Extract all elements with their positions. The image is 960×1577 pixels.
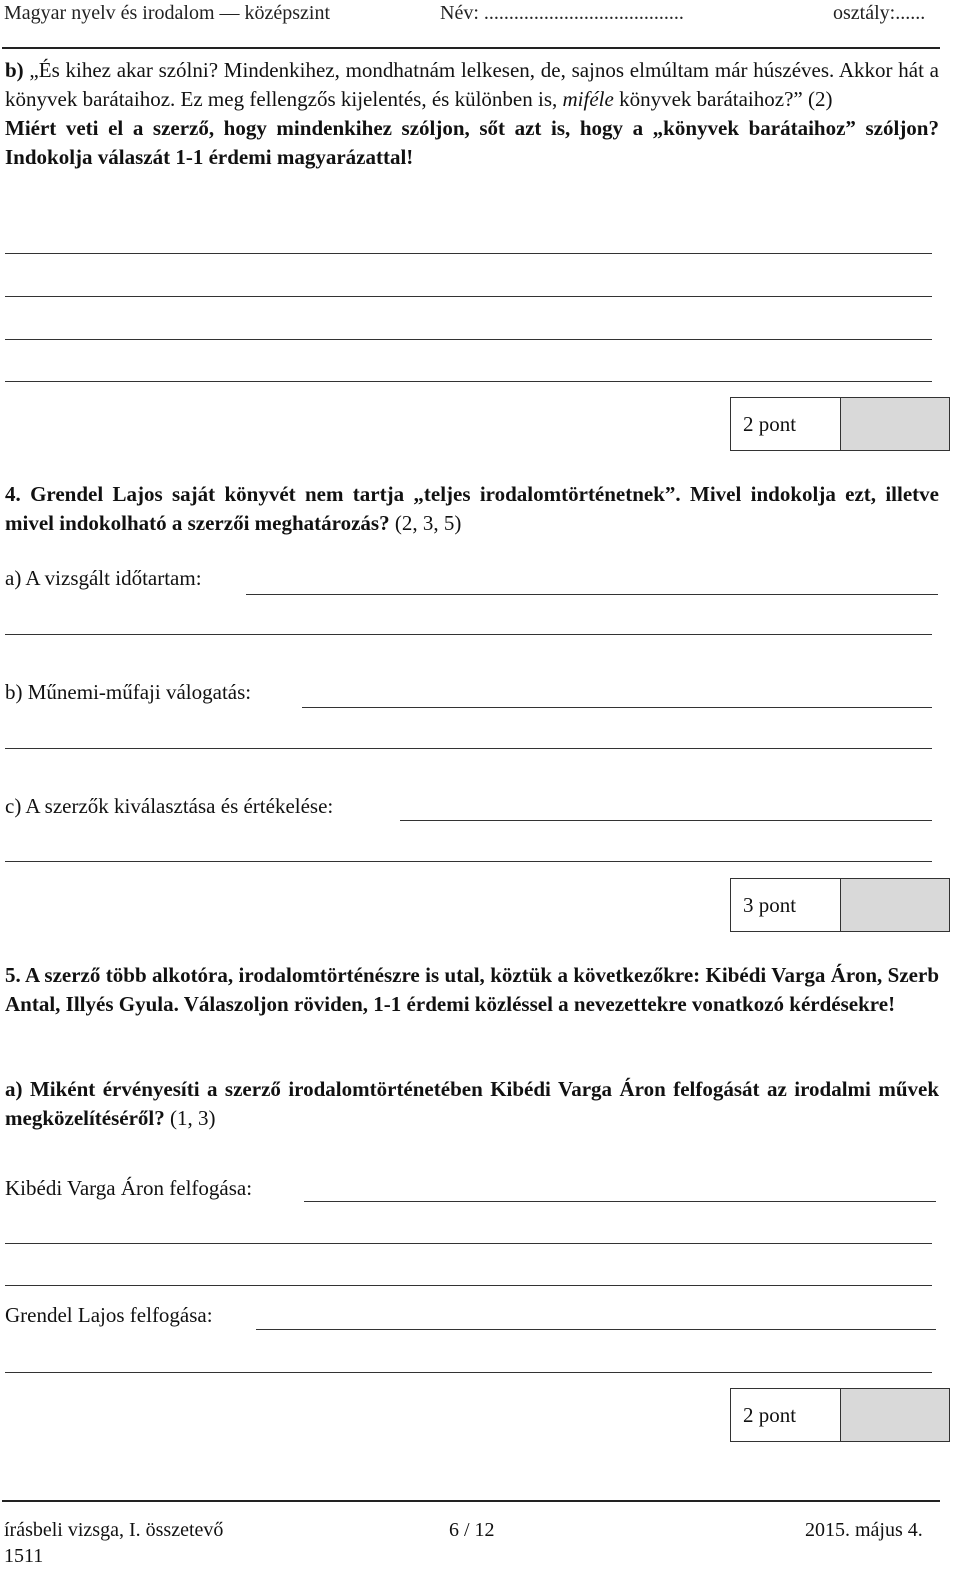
score-label: 2 pont [731,398,841,450]
q4-text [5,480,939,538]
answer-line[interactable] [256,1329,936,1330]
score-field[interactable] [841,398,949,450]
answer-line[interactable] [5,296,932,297]
header-subject: Magyar nyelv és irodalom — középszint [4,2,331,24]
answer-line[interactable] [5,861,932,862]
answer-line[interactable] [400,820,932,821]
footer-rule [2,1500,940,1502]
answer-line[interactable] [5,253,932,254]
q5-question: 5. A szerző több alkotóra, irodalomtörténészre is utal, köztük a következőkre: Kibédi Varga Áron, Szerb Antal, Illyés Gyula. Válaszoljon röviden, 1-1 érdemi közléssel a nevezettekre vonatkozó kérdésekre! [5,963,939,1016]
score-label: 2 pont [731,1389,841,1441]
score-box [730,1388,950,1442]
kibedi-label: Kibédi Varga Áron felfogása: [5,1176,253,1200]
q5-text [5,961,939,1019]
q3b-text [5,56,939,172]
q4-question: 4. Grendel Lajos saját könyvét nem tartja „teljes irodalomtörténetnek”. Mivel indokolja ezt, illetve mivel indokolható a szerzői meghatározás? [5,482,939,535]
answer-line[interactable] [302,707,932,708]
answer-line[interactable] [5,1285,932,1286]
q3b-quote-italic: miféle [562,87,614,111]
q3b-ref: (2) [802,87,833,111]
score-box [730,397,950,451]
answer-line[interactable] [5,1243,932,1244]
grendel-label: Grendel Lajos felfogása: [5,1303,213,1327]
q3b-quote-end: könyvek barátaihoz?” [613,87,803,111]
answer-line[interactable] [304,1201,936,1202]
q3b-prefix: b) [5,58,30,82]
score-field[interactable] [841,1389,949,1441]
footer-left: írásbeli vizsga, I. összetevő [4,1519,224,1541]
score-field[interactable] [841,879,949,931]
answer-line[interactable] [5,634,932,635]
score-box [730,878,950,932]
answer-line[interactable] [5,748,932,749]
q3b-question: Miért veti el a szerző, hogy mindenkihez szóljon, sőt azt is, hogy a „könyvek barátaihoz” szóljon? Indokolja válaszát 1-1 érdemi magyarázattal! [5,116,939,169]
q4-ref: (2, 3, 5) [389,511,462,535]
q5a-ref: (1, 3) [164,1106,216,1130]
q4-c-label: c) A szerzők kiválasztása és értékelése: [5,794,334,818]
answer-line[interactable] [246,594,938,595]
q5a-question: a) Miként érvényesíti a szerző irodalomtörténetében Kibédi Varga Áron felfogását az irodalmi művek megközelítéséről? [5,1077,939,1130]
footer-date: 2015. május 4. [805,1519,923,1541]
header-name-label: Név: ........................................ [440,2,684,24]
answer-line[interactable] [5,381,932,382]
footer-code: 1511 [4,1545,44,1567]
footer-page: 6 / 12 [449,1519,495,1541]
answer-line[interactable] [5,339,932,340]
header-rule [2,47,940,49]
q5a-text [5,1075,939,1133]
header-class-label: osztály:...... [833,2,926,24]
q4-a-label: a) A vizsgált időtartam: [5,566,202,590]
q4-b-label: b) Műnemi-műfaji válogatás: [5,680,252,704]
q3b-quote: „És kihez akar szólni? Mindenkihez, mondhatnám lelkesen, de, sajnos elmúltam már húszéves. Akkor hát a könyvek barátaihoz. Ez meg fellengzős kijelentés, és különben is, [5,58,939,111]
score-label: 3 pont [731,879,841,931]
answer-line[interactable] [5,1372,932,1373]
